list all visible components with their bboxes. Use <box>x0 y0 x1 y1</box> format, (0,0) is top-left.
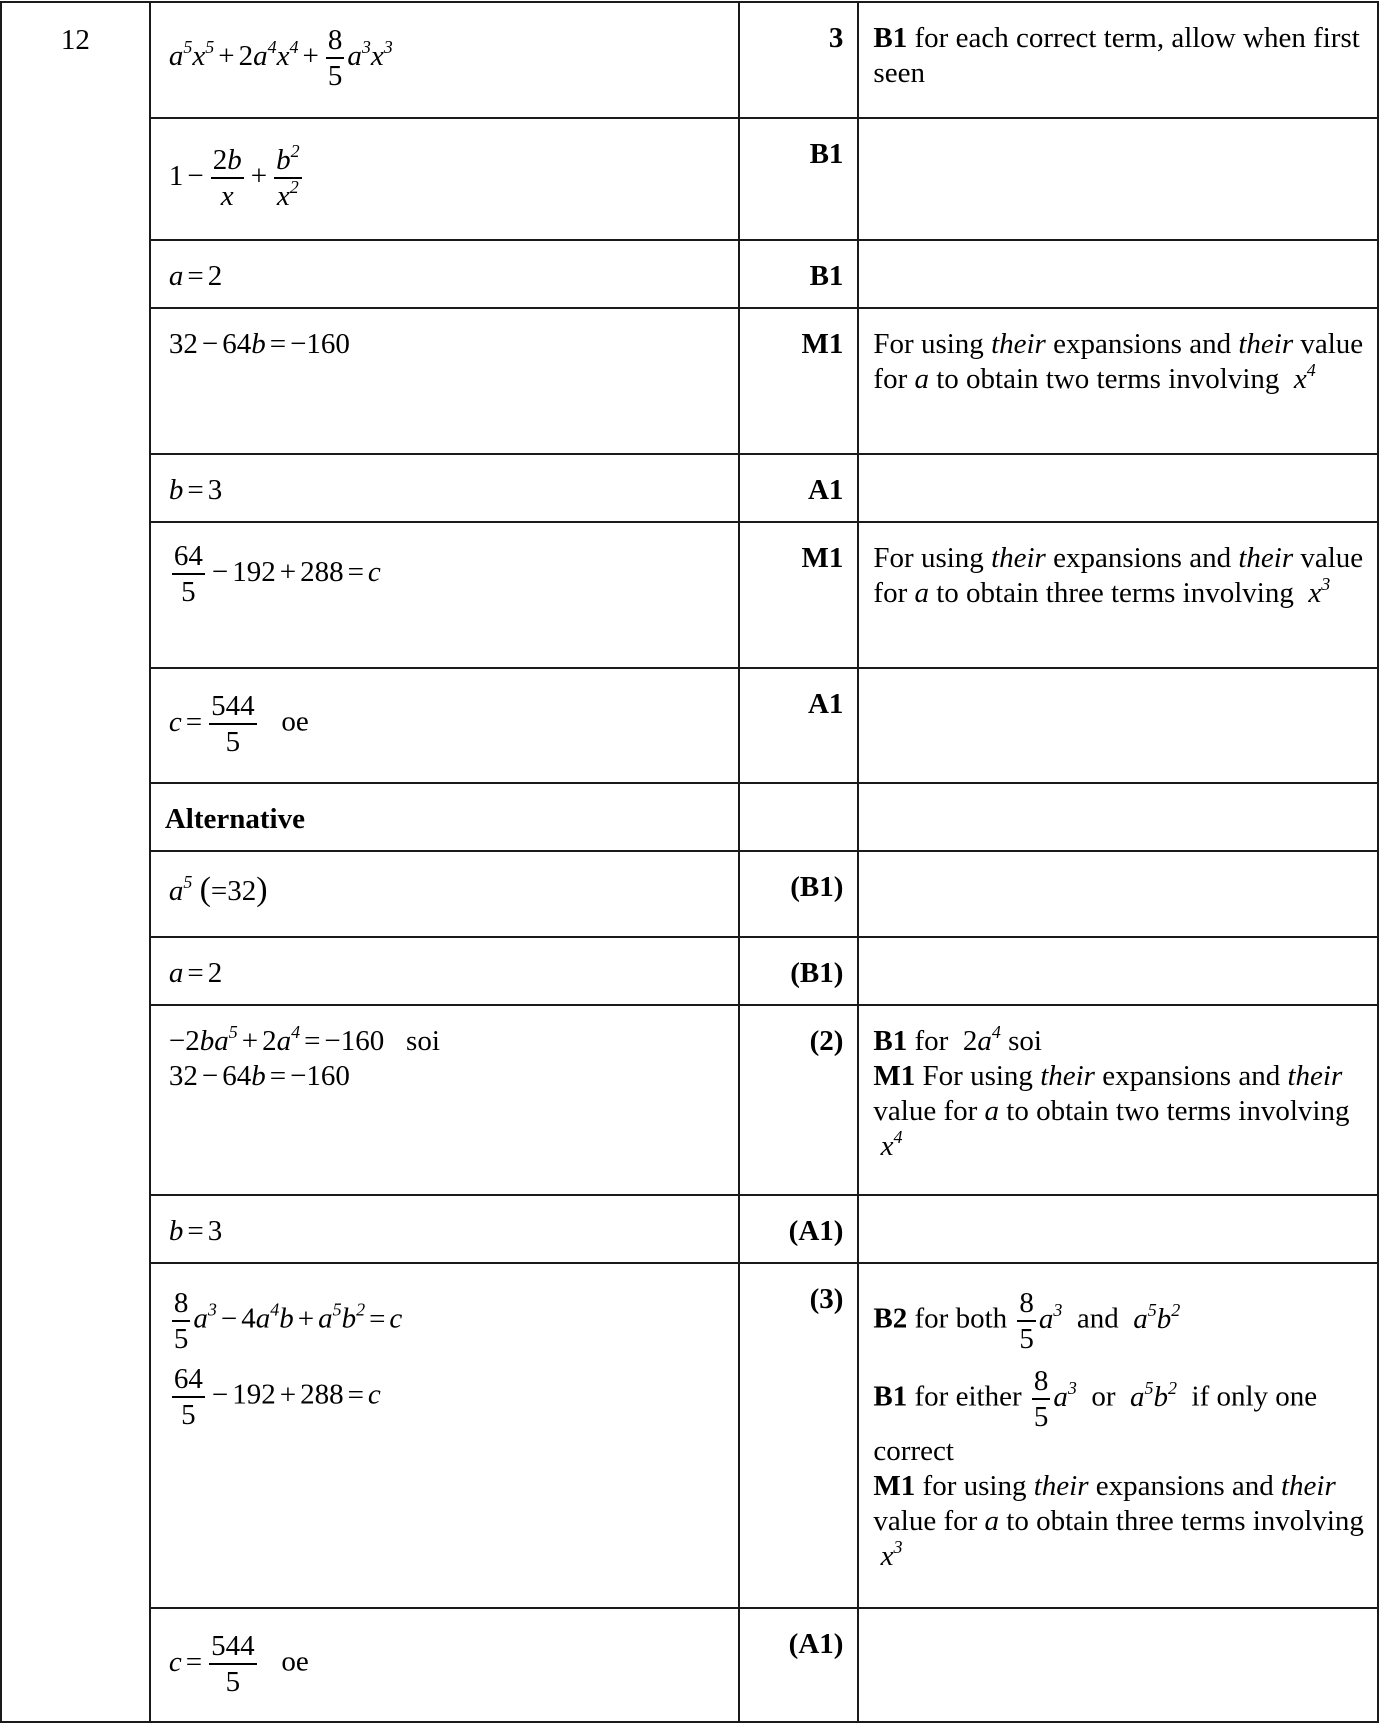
table-row <box>1 118 1378 240</box>
guidance-cell <box>858 454 1378 522</box>
math-expression: $a^5x^5 + 2a^4x^4$ + $\frac{8}{5}$ $a^3x^3$ <box>168 24 393 92</box>
mark-cell: M1 <box>739 308 858 454</box>
alternative-heading: Alternative <box>164 803 305 835</box>
mark-cell: (B1) <box>739 937 858 1005</box>
answer-cell <box>150 668 740 783</box>
table-row <box>1 1195 1378 1263</box>
math-expression: 32 − 64b = −160 <box>168 1060 350 1092</box>
mark-cell: 3 <box>739 2 858 118</box>
answer-cell <box>150 851 740 937</box>
guidance-cell <box>858 118 1378 240</box>
math-expression: c = $\frac{544}{5}$ <box>168 690 255 758</box>
answer-cell <box>150 1608 740 1722</box>
mark-cell: (A1) <box>739 1608 858 1722</box>
mark-cell: A1 <box>739 668 858 783</box>
math-expression: $\frac{64}{5}$ − 192 + 288 = c <box>173 1363 381 1431</box>
guidance-cell: For using their expansions and their value for a to obtain three terms involving $x^3$ <box>858 522 1378 668</box>
guidance-cell <box>858 1195 1378 1263</box>
guidance-cell: B2 for both $\frac{8}{5}$ $a^3$ and $a^5b^2$ B1 for either $\frac{8}{5}$ $a^3$ or $a^5b^2$ if only one correct M1 for using their expansions and their value for a to obtain three terms involving $x^3$ <box>858 1263 1378 1608</box>
mark-cell <box>739 783 858 851</box>
answer-cell <box>150 1005 740 1195</box>
math-expression: a = 2 <box>168 260 223 292</box>
mark-scheme-table <box>0 1 1379 1723</box>
guidance-cell <box>858 783 1378 851</box>
guidance-cell <box>858 668 1378 783</box>
mark-cell: B1 <box>739 240 858 308</box>
answer-cell <box>150 522 740 668</box>
answer-cell <box>150 118 740 240</box>
guidance-cell: For using their expansions and their value for a to obtain two terms involving $x^4$ <box>858 308 1378 454</box>
table-row <box>1 454 1378 522</box>
mark-cell: (3) <box>739 1263 858 1608</box>
math-expression: 1 − $\frac{2b}{x}$ + $\frac{b^2}{x^2}$ <box>168 141 300 212</box>
mark-cell: (A1) <box>739 1195 858 1263</box>
oe-label: oe <box>281 705 309 738</box>
table-row <box>1 1005 1378 1195</box>
table-row <box>1 1263 1378 1608</box>
mark-cell: (B1) <box>739 851 858 937</box>
guidance-cell <box>858 851 1378 937</box>
answer-cell <box>150 308 740 454</box>
math-expression: $a^5$ (=32) <box>168 871 268 908</box>
mark-cell: (2) <box>739 1005 858 1195</box>
answer-cell <box>150 1195 740 1263</box>
answer-cell <box>150 783 740 851</box>
answer-cell <box>150 937 740 1005</box>
table-row <box>1 308 1378 454</box>
table-row <box>1 2 1378 118</box>
math-expression: b = 3 <box>168 1215 223 1247</box>
table-row <box>1 522 1378 668</box>
math-expression: $\frac{8}{5}$ $a^3 - 4a^4b + a^5b^2 = c$ <box>173 1287 403 1355</box>
question-number: 12 <box>1 2 150 1722</box>
table-row <box>1 240 1378 308</box>
table-row <box>1 1608 1378 1722</box>
math-expression: $\frac{64}{5}$ − 192 + 288 = c <box>173 540 381 608</box>
mark-cell: M1 <box>739 522 858 668</box>
oe-label: oe <box>281 1645 309 1678</box>
answer-cell <box>150 2 740 118</box>
math-expression: 32 − 64b = −160 <box>168 328 350 360</box>
table-row <box>1 851 1378 937</box>
math-expression: $-2ba^5 + 2a^4 = -160$ soi <box>168 1022 440 1057</box>
table-row <box>1 937 1378 1005</box>
math-expression: c = $\frac{544}{5}$ <box>168 1630 255 1698</box>
math-expression: a = 2 <box>168 957 223 989</box>
table-row <box>1 783 1378 851</box>
mark-cell: A1 <box>739 454 858 522</box>
answer-cell <box>150 1263 740 1608</box>
math-expression: b = 3 <box>168 474 223 506</box>
answer-cell <box>150 240 740 308</box>
guidance-cell <box>858 240 1378 308</box>
guidance-cell <box>858 937 1378 1005</box>
guidance-cell <box>858 1608 1378 1722</box>
guidance-cell: B1 for $2a^4$ soi M1 For using their expansions and their value for a to obtain two terms involving $x^4$ <box>858 1005 1378 1195</box>
mark-cell: B1 <box>739 118 858 240</box>
answer-cell <box>150 454 740 522</box>
table-row <box>1 668 1378 783</box>
guidance-cell: B1 for each correct term, allow when first seen <box>858 2 1378 118</box>
